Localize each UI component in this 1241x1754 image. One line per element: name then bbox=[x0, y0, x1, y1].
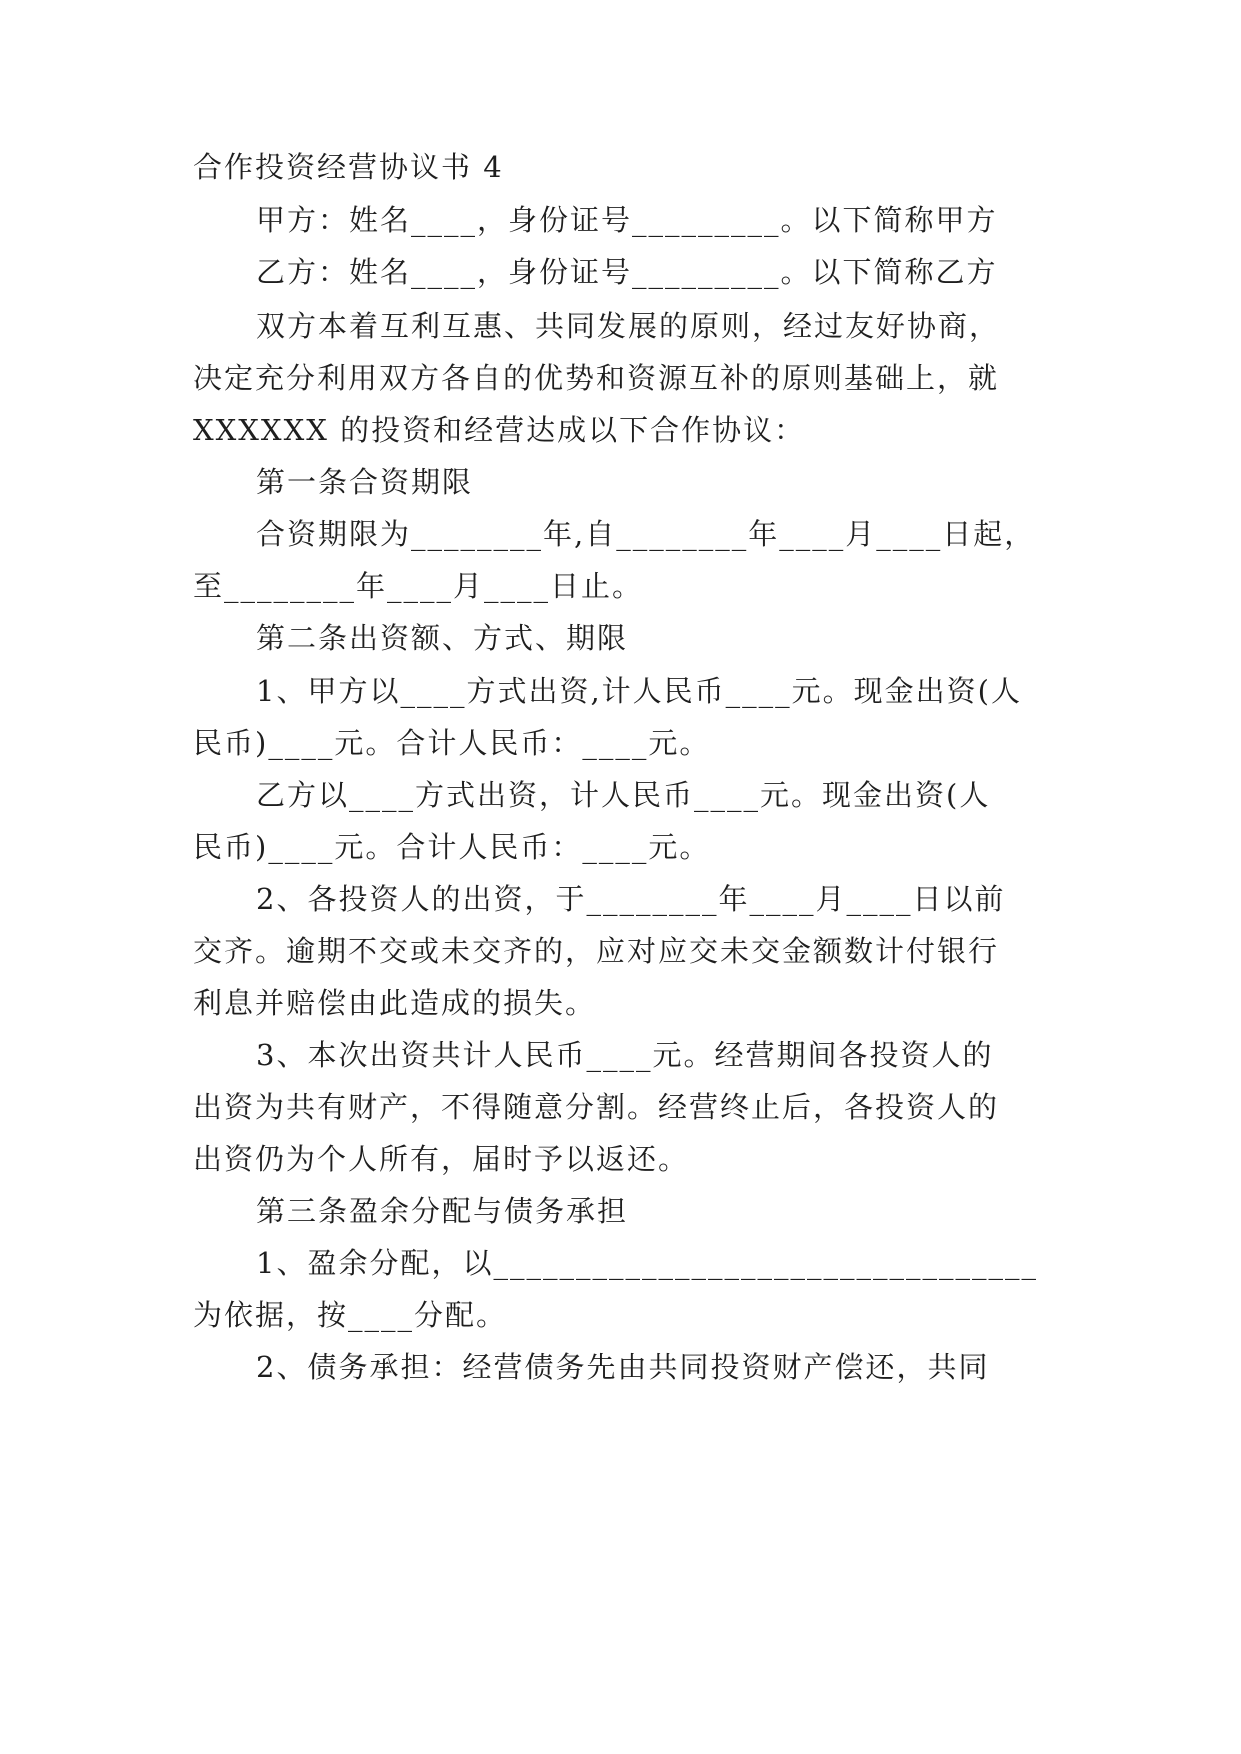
paragraph-line: 利息并赔偿由此造成的损失。 bbox=[193, 986, 597, 1020]
section-heading: 第三条盈余分配与债务承担 bbox=[256, 1194, 629, 1228]
paragraph-line: 交齐。逾期不交或未交齐的，应对应交未交金额数计付银行 bbox=[193, 934, 1000, 968]
paragraph-line: 合资期限为________年,自________年____月____日起， bbox=[256, 517, 1036, 551]
document-title: 合作投资经营协议书 4 bbox=[193, 150, 504, 184]
paragraph-line: 民币)____元。合计人民币：____元。 bbox=[193, 726, 711, 760]
paragraph-line: 至________年____月____日止。 bbox=[193, 569, 644, 603]
paragraph-line: 双方本着互利互惠、共同发展的原则，经过友好协商， bbox=[256, 309, 1001, 343]
party-a-line: 甲方：姓名____，身份证号_________。以下简称甲方 bbox=[256, 203, 998, 237]
paragraph-line: 决定充分利用双方各自的优势和资源互补的原则基础上，就 bbox=[193, 361, 1000, 395]
paragraph-line: 1、甲方以____方式出资,计人民币____元。现金出资(人 bbox=[256, 674, 1022, 708]
section-heading: 第一条合资期限 bbox=[256, 465, 474, 499]
paragraph-line: XXXXXX 的投资和经营达成以下合作协议： bbox=[193, 413, 806, 447]
paragraph-line: 出资为共有财产，不得随意分割。经营终止后，各投资人的 bbox=[193, 1090, 1000, 1124]
paragraph-line: 为依据，按____分配。 bbox=[193, 1298, 508, 1332]
paragraph-line: 3、本次出资共计人民币____元。经营期间各投资人的 bbox=[256, 1038, 994, 1072]
party-b-line: 乙方：姓名____，身份证号_________。以下简称乙方 bbox=[256, 255, 998, 289]
paragraph-line: 民币)____元。合计人民币：____元。 bbox=[193, 830, 711, 864]
paragraph-line: 2、各投资人的出资，于________年____月____日以前 bbox=[256, 882, 1006, 916]
paragraph-line: 1、盈余分配，以_________________________________ bbox=[256, 1246, 1038, 1280]
paragraph-line: 乙方以____方式出资，计人民币____元。现金出资(人 bbox=[256, 778, 991, 812]
paragraph-line: 2、债务承担：经营债务先由共同投资财产偿还，共同 bbox=[256, 1350, 990, 1384]
paragraph-line: 出资仍为个人所有，届时予以返还。 bbox=[193, 1142, 690, 1176]
section-heading: 第二条出资额、方式、期限 bbox=[256, 621, 629, 655]
